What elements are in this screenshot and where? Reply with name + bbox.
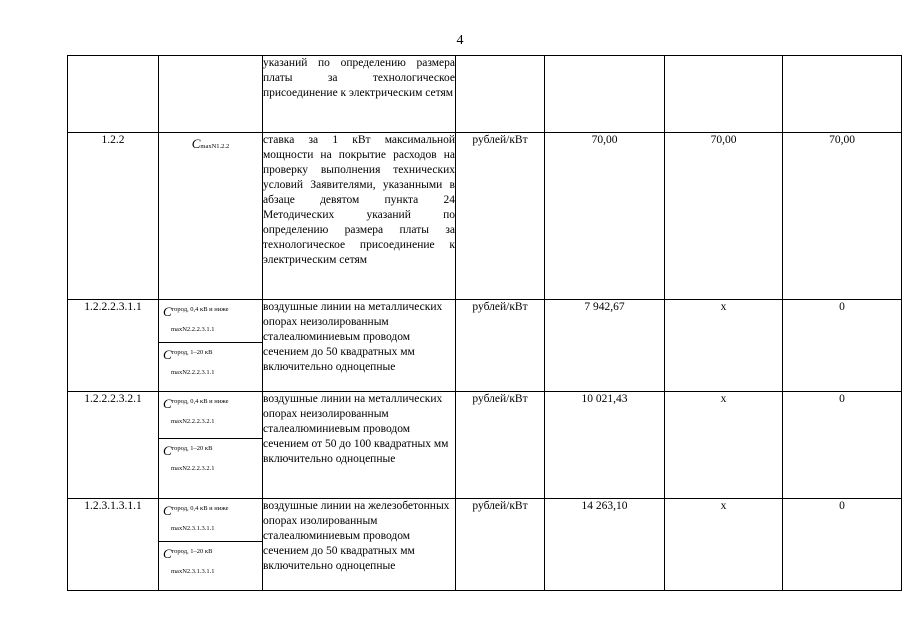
symbol-subscript: maxN2.2.2.3.2.1 [171,465,215,472]
row-value-3 [783,56,902,133]
row-value-2: 70,00 [665,133,783,300]
row-symbol: $C^{город, 0,4 кВ и ниже}$ maxN2.2.2.3.2.1 $C^{город, 1-20 кВ}$ maxN2.2.2.3.2.1 [159,392,263,499]
row-number: 1.2.2.2.3.1.1 [68,300,159,392]
symbol-superscript: город, 1–20 кВ [171,349,213,356]
table-row [68,392,902,499]
row-value-2: х [665,392,783,499]
symbol-superscript: город, 1–20 кВ [171,548,213,555]
row-value-2 [665,56,783,133]
row-unit: рублей/кВт [456,499,545,591]
row-value-1: 14 263,10 [545,499,665,591]
row-number: 1.2.3.1.3.1.1 [68,499,159,591]
symbol-subscript: maxN2.2.2.3.2.1 [171,418,215,425]
row-value-2: х [665,499,783,591]
row-value-1: 7 942,67 [545,300,665,392]
row-unit: рублей/кВт [456,133,545,300]
row-number: 1.2.2.2.3.2.1 [68,392,159,499]
table-row [68,133,902,300]
row-value-3: 70,00 [783,133,902,300]
row-description: ставка за 1 кВт максимальной мощности на покрытие расходов на проверку выполнения технических условий Заявителями, указанными в абзаце девятом пункта 24 Методических указаний по определению размера платы за технологическое присоединение к электрическим сетям [263,133,456,300]
row-symbol [159,56,263,133]
row-value-3: 0 [783,392,902,499]
row-unit: рублей/кВт [456,300,545,392]
row-value-2: х [665,300,783,392]
tariff-table [67,55,902,591]
symbol-letter: C [191,136,201,151]
row-value-1 [545,56,665,133]
page-number: 4 [456,33,464,48]
row-symbol: $C^{город, 0,4 кВ и ниже}$ maxN2.3.1.3.1.1 $C^{город, 1-20 кВ}$ maxN2.3.1.3.1.1 [159,499,263,591]
symbol-subscript: maxN2.3.1.3.1.1 [171,525,215,532]
row-unit [456,56,545,133]
row-value-1: 10 021,43 [545,392,665,499]
row-value-1: 70,00 [545,133,665,300]
symbol-subscript: maxN2.2.2.3.1.1 [171,326,215,333]
row-value-3: 0 [783,499,902,591]
symbol-subscript: maxN2.3.1.3.1.1 [171,568,215,575]
table-row [68,300,902,392]
row-description: воздушные линии на металлических опорах неизолированным сталеалюминиевым проводом сечением от 50 до 100 квадратных мм включительно одноцепные [263,392,456,499]
row-description: воздушные линии на железобетонных опорах изолированным сталеалюминиевым проводом сечением до 50 квадратных мм включительно одноцепные [263,499,456,591]
symbol-subscript: maxN1.2.2 [200,143,230,150]
symbol-subscript: maxN2.2.2.3.1.1 [171,369,215,376]
symbol-superscript: город, 0,4 кВ и ниже [171,398,229,405]
row-value-3: 0 [783,300,902,392]
row-number [68,56,159,133]
row-symbol: $C^{город, 0,4 кВ и ниже}$ maxN2.2.2.3.1.1 $C^{город, 1-20 кВ}$ maxN2.2.2.3.1.1 [159,300,263,392]
row-symbol [159,133,263,300]
row-description: воздушные линии на металлических опорах неизолированным сталеалюминиевым проводом сечением до 50 квадратных мм включительно одноцепные [263,300,456,392]
table-row [68,499,902,591]
row-unit: рублей/кВт [456,392,545,499]
row-number: 1.2.2 [68,133,159,300]
row-description: указаний по определению размера платы за технологическое присоединение к электрическим сетям [263,56,456,133]
symbol-superscript: город, 0,4 кВ и ниже [171,505,229,512]
table-row [68,56,902,133]
symbol-superscript: город, 0,4 кВ и ниже [171,306,229,313]
symbol-superscript: город, 1–20 кВ [171,445,213,452]
